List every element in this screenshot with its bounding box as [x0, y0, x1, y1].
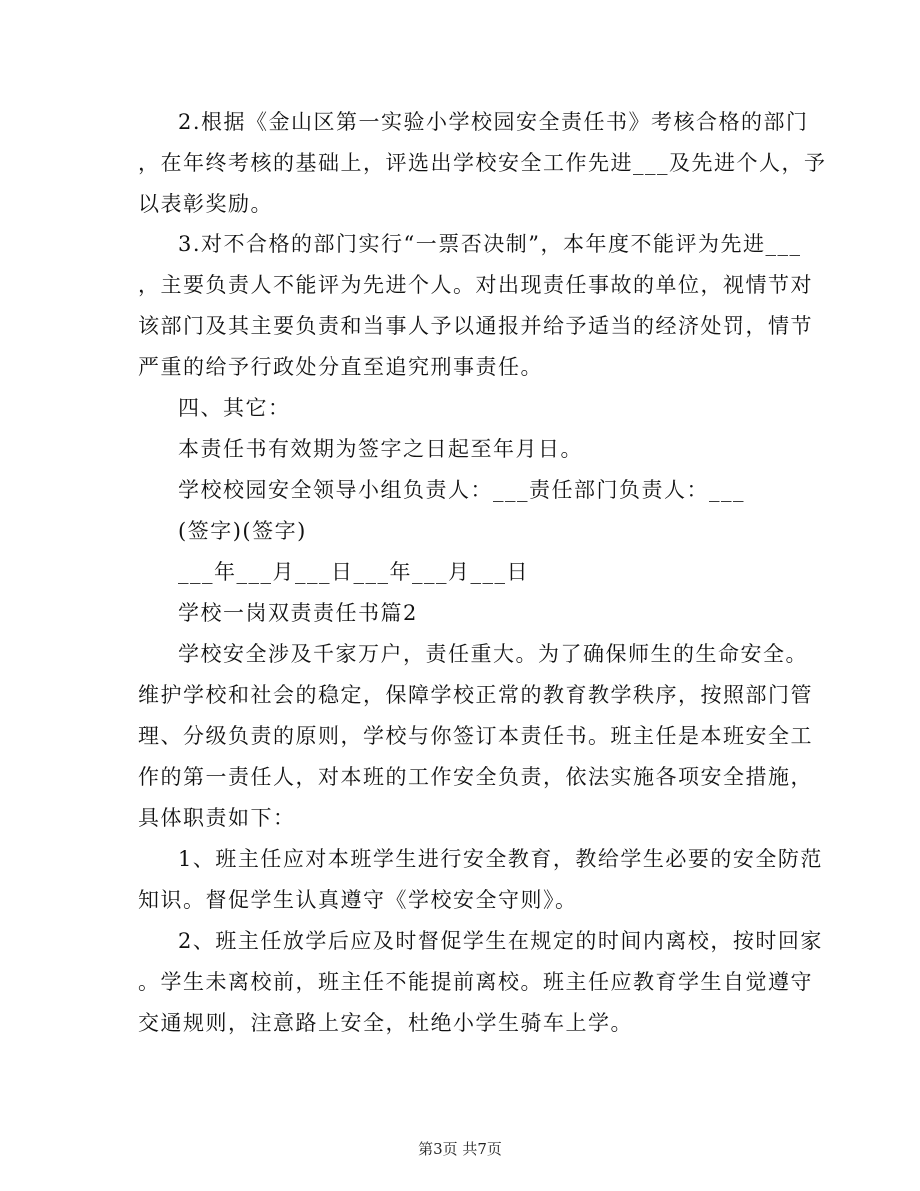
text-line: 该部门及其主要负责和当事人予以通报并给予适当的经济处罚，情节 — [138, 314, 813, 338]
section-title: 学校一岗双责责任书篇2 — [178, 601, 418, 625]
text-line: 以表彰奖励。 — [138, 192, 273, 216]
signature-line: 学校校园安全领导小组负责人：___责任部门负责人：___ — [178, 478, 745, 502]
section-heading: 四、其它： — [178, 396, 291, 420]
text-line: ，在年终考核的基础上，评选出学校安全工作先进___及先进个人，予 — [138, 151, 827, 175]
text-line: 2.根据《金山区第一实验小学校园安全责任书》考核合格的部门 — [178, 110, 809, 134]
text-line: 具体职责如下： — [138, 806, 296, 830]
text-line: 交通规则，注意路上安全，杜绝小学生骑车上学。 — [138, 1011, 633, 1035]
text-line: 严重的给予行政处分直至追究刑事责任。 — [138, 355, 543, 379]
page-number: 第3页 共7页 — [418, 1140, 502, 1158]
text-line: 3.对不合格的部门实行“一票否决制”，本年度不能评为先进___ — [178, 232, 802, 256]
text-line: 理、分级负责的原则，学校与你签订本责任书。班主任是本班安全工 — [138, 724, 813, 748]
text-line: ，主要负责人不能评为先进个人。对出现责任事故的单位，视情节对 — [138, 273, 813, 297]
text-line: 知识。督促学生认真遵守《学校安全守则》。 — [138, 888, 578, 912]
date-line: ___年___月___日___年___月___日 — [178, 560, 529, 584]
text-line: 。学生未离校前，班主任不能提前离校。班主任应教育学生自觉遵守 — [138, 970, 813, 994]
text-line: 1、班主任应对本班学生进行安全教育，教给学生必要的安全防范 — [178, 847, 823, 871]
text-line: 2、班主任放学后应及时督促学生在规定的时间内离校，按时回家 — [178, 929, 823, 953]
text-line: 维护学校和社会的稳定，保障学校正常的教育教学秩序，按照部门管 — [138, 683, 813, 707]
signature-label: (签字)(签字) — [178, 519, 307, 543]
text-line: 本责任书有效期为签字之日起至年月日。 — [178, 437, 583, 461]
text-line: 学校安全涉及千家万户，责任重大。为了确保师生的生命安全。 — [178, 642, 808, 666]
text-line: 作的第一责任人，对本班的工作安全负责，依法实施各项安全措施， — [138, 765, 813, 789]
